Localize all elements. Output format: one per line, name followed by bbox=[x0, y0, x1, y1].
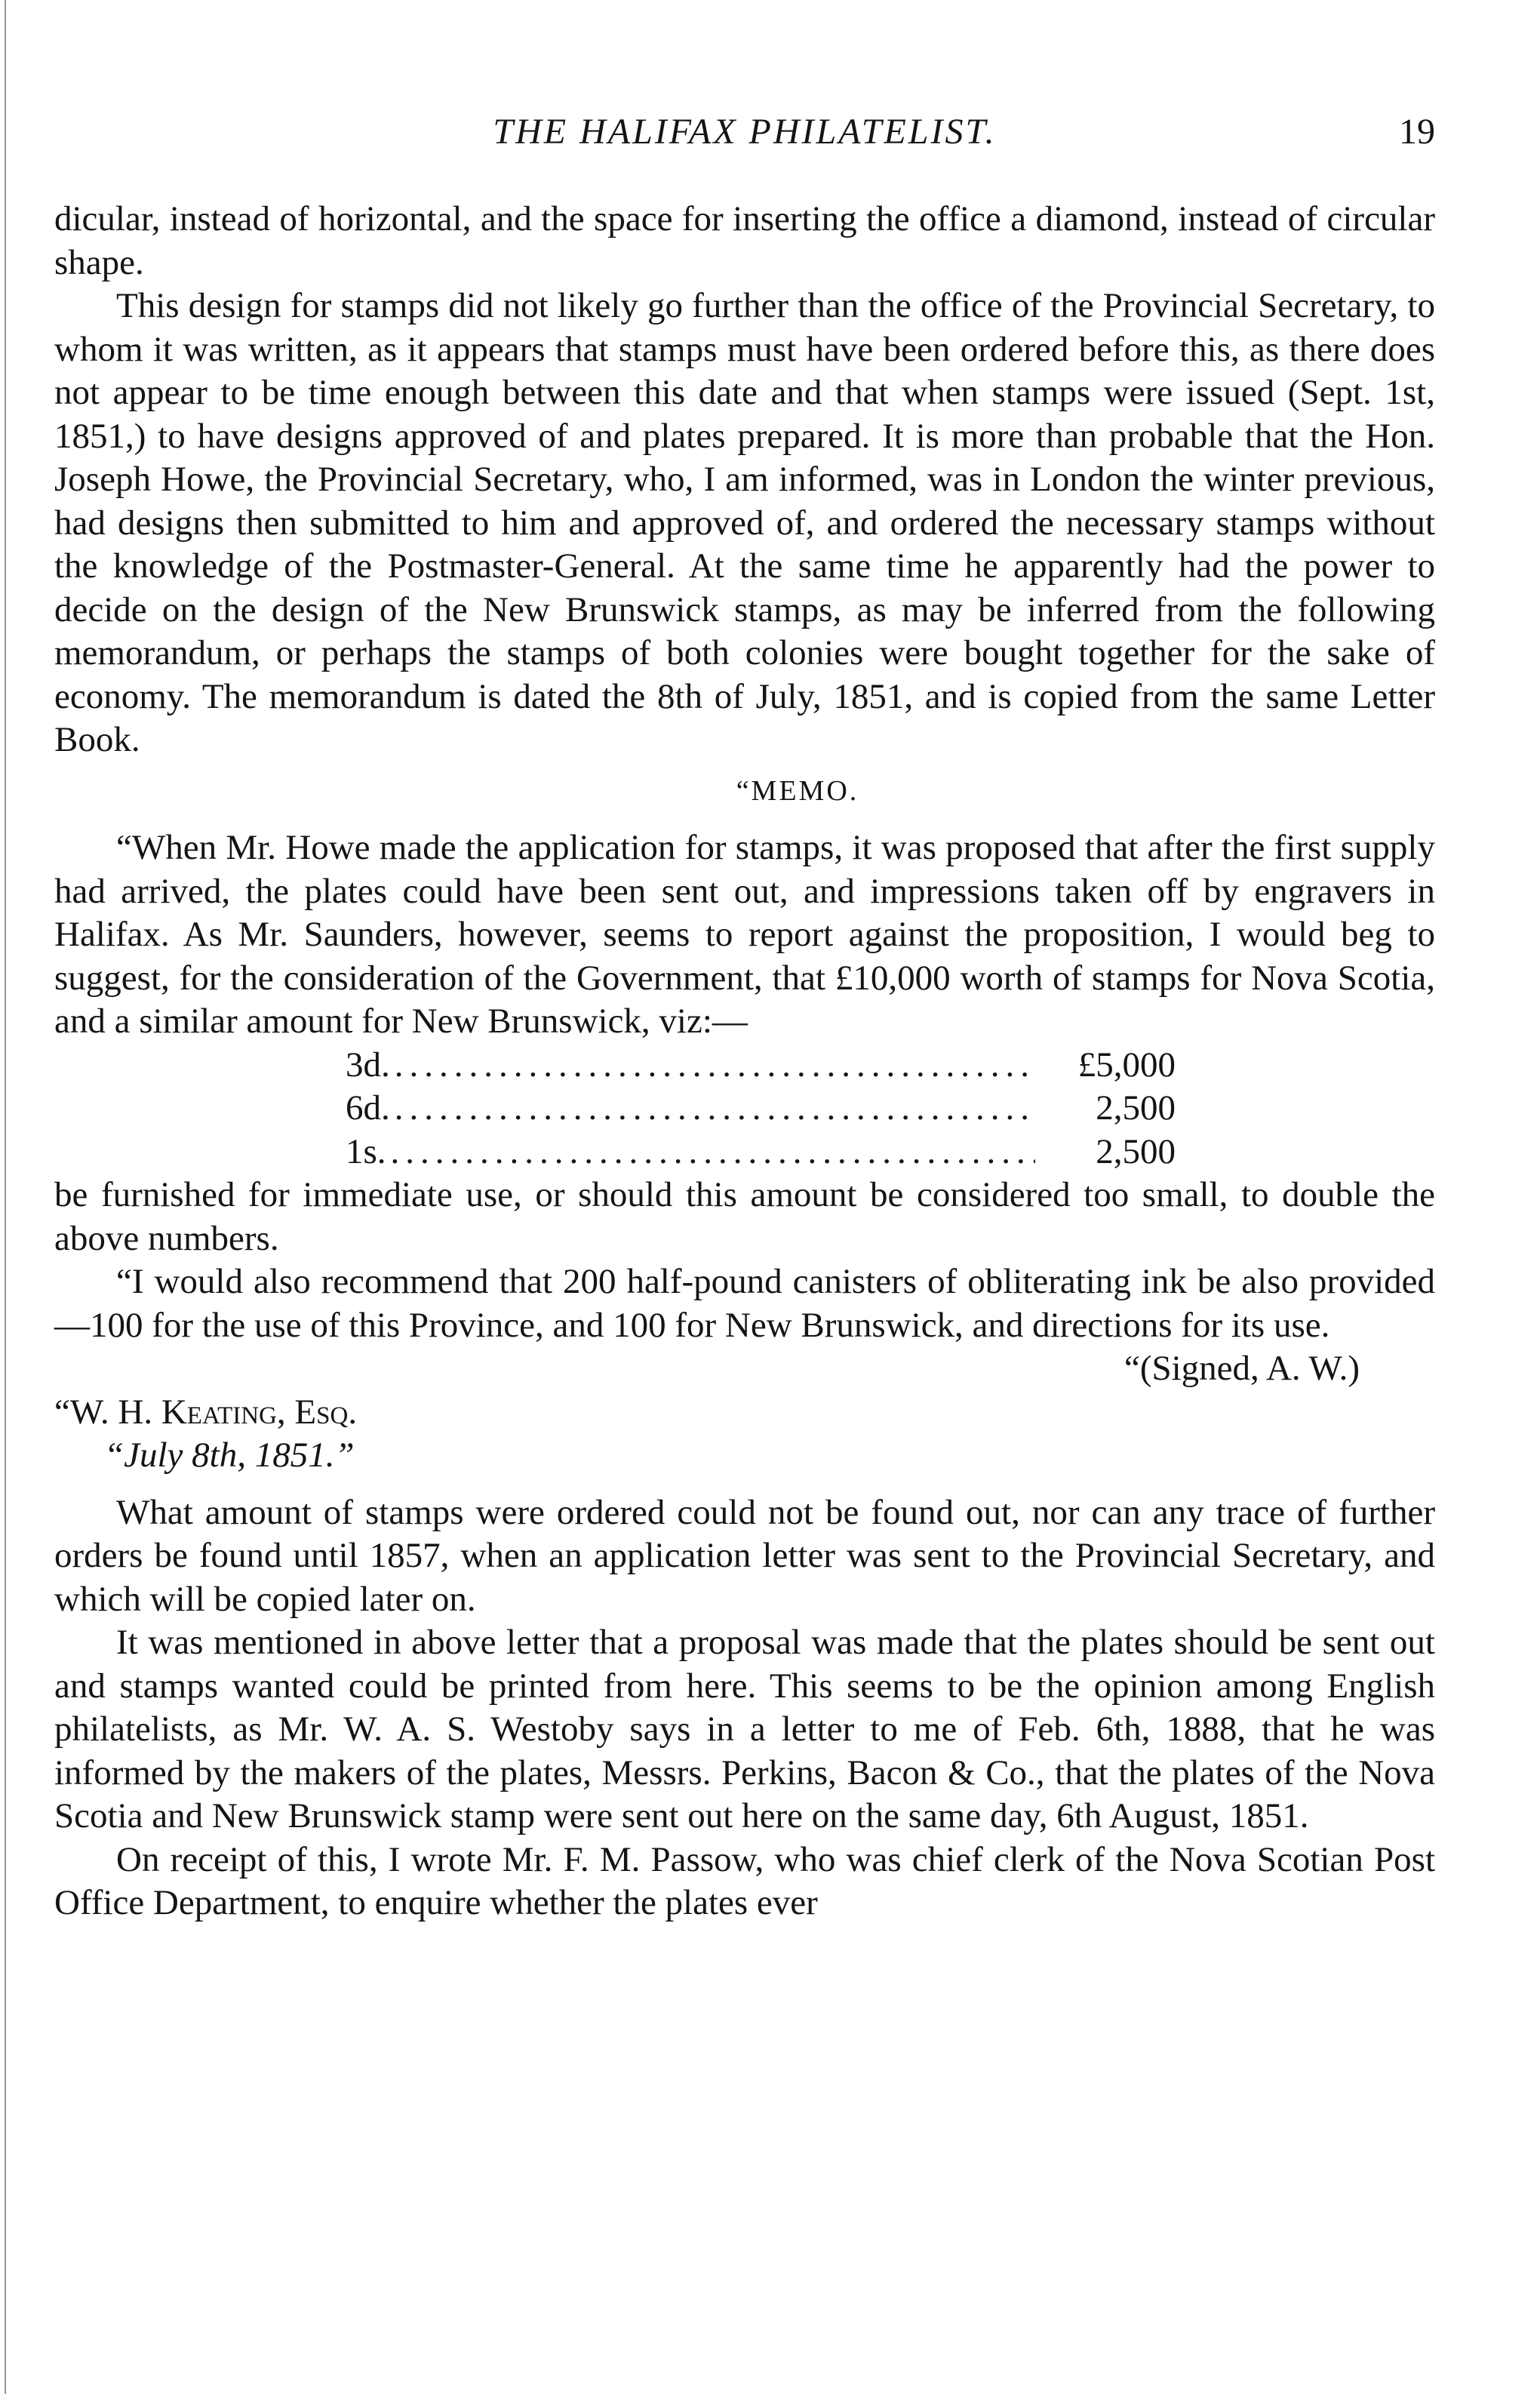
leader-dots bbox=[395, 1044, 1035, 1088]
page-edge-rule bbox=[5, 0, 6, 2394]
leader-dots bbox=[391, 1131, 1035, 1174]
journal-title: THE HALIFAX PHILATELIST. bbox=[493, 112, 997, 152]
stamp-amount: £5,000 bbox=[1077, 1045, 1176, 1085]
paragraph-continued: dicular, instead of horizontal, and the space for inserting the office a diamond, instead of circular shape. bbox=[54, 199, 1435, 282]
stamp-value-list bbox=[54, 1044, 1435, 1174]
memo-paragraph-application: “When Mr. Howe made the application for stamps, it was proposed that after the first supply had arrived, the plates could have been sent out, and impressions taken off by engravers in Halifax. As Mr. Saunders, however, seems to report against the proposition, I would beg to suggest, for the consideration of the Government, that £10,000 worth of stamps for Nova Scotia, and a similar amount for New Brunswick, viz:— bbox=[54, 828, 1435, 1041]
stamp-amount: 2,500 bbox=[1096, 1131, 1176, 1171]
stamp-value-row bbox=[346, 1131, 1176, 1174]
memo-paragraph-ink: “I would also recommend that 200 half-pound canisters of obliterating ink be also provided—100 for the use of this Province, and 100 for New Brunswick, and directions for its use. bbox=[54, 1262, 1435, 1345]
leader-dots bbox=[395, 1087, 1035, 1131]
memo-date: “July 8th, 1851.” bbox=[104, 1435, 355, 1475]
memo-paragraph-furnished: be furnished for immediate use, or should this amount be considered too small, to double the above numbers. bbox=[54, 1175, 1435, 1258]
page-number: 19 bbox=[1399, 112, 1435, 152]
memo-addressee: “W. H. Keating, Esq. bbox=[54, 1392, 358, 1432]
stamp-value-row bbox=[346, 1087, 1176, 1131]
paragraph-receipt: On receipt of this, I wrote Mr. F. M. Passow, who was chief clerk of the Nova Scotian Post Office Department, to enquire whether the plates ever bbox=[54, 1839, 1435, 1922]
paragraph-orders: What amount of stamps were ordered could not be found out, nor can any trace of further orders be found until 1857, when an application letter was sent to the Provincial Secretary, and which will be copied later on. bbox=[54, 1492, 1435, 1619]
memo-heading: “MEMO. bbox=[736, 774, 859, 807]
stamp-denomination: 3d. bbox=[346, 1045, 390, 1085]
stamp-denomination: 1s. bbox=[346, 1131, 386, 1171]
article-body bbox=[54, 198, 1435, 1925]
stamp-amount: 2,500 bbox=[1096, 1088, 1176, 1128]
stamp-denomination: 6d. bbox=[346, 1088, 390, 1128]
stamp-value-row bbox=[346, 1044, 1176, 1088]
running-head bbox=[54, 106, 1435, 158]
memo-signature: “(Signed, A. W.) bbox=[1123, 1349, 1360, 1388]
paragraph-plates: It was mentioned in above letter that a proposal was made that the plates should be sent out and stamps wanted could be printed from here. This seems to be the opinion among English philatelists, as Mr. W. A. S. Westoby says in a letter to me of Feb. 6th, 1888, that he was informed by the makers of the plates, Messrs. Perkins, Bacon & Co., that the plates of the Nova Scotia and New Brunswick stamp were sent out here on the same day, 6th August, 1851. bbox=[54, 1623, 1435, 1836]
paragraph-design: This design for stamps did not likely go further than the office of the Provincial Secretary, to whom it was written, as it appears that stamps must have been ordered before this, as there does not appear to be time enough between this date and that when stamps were issued (Sept. 1st, 1851,) to have designs approved of and plates prepared. It is more than probable that the Hon. Joseph Howe, the Provincial Secretary, who, I am informed, was in London the winter previous, had designs then submitted to him and approved of, and ordered the necessary stamps without the knowledge of the Postmaster-General. At the same time he apparently had the power to decide on the design of the New Brunswick stamps, as may be inferred from the following memorandum, or perhaps the stamps of both colonies were bought together for the sake of economy. The memorandum is dated the 8th of July, 1851, and is copied from the same Letter Book. bbox=[54, 286, 1435, 759]
